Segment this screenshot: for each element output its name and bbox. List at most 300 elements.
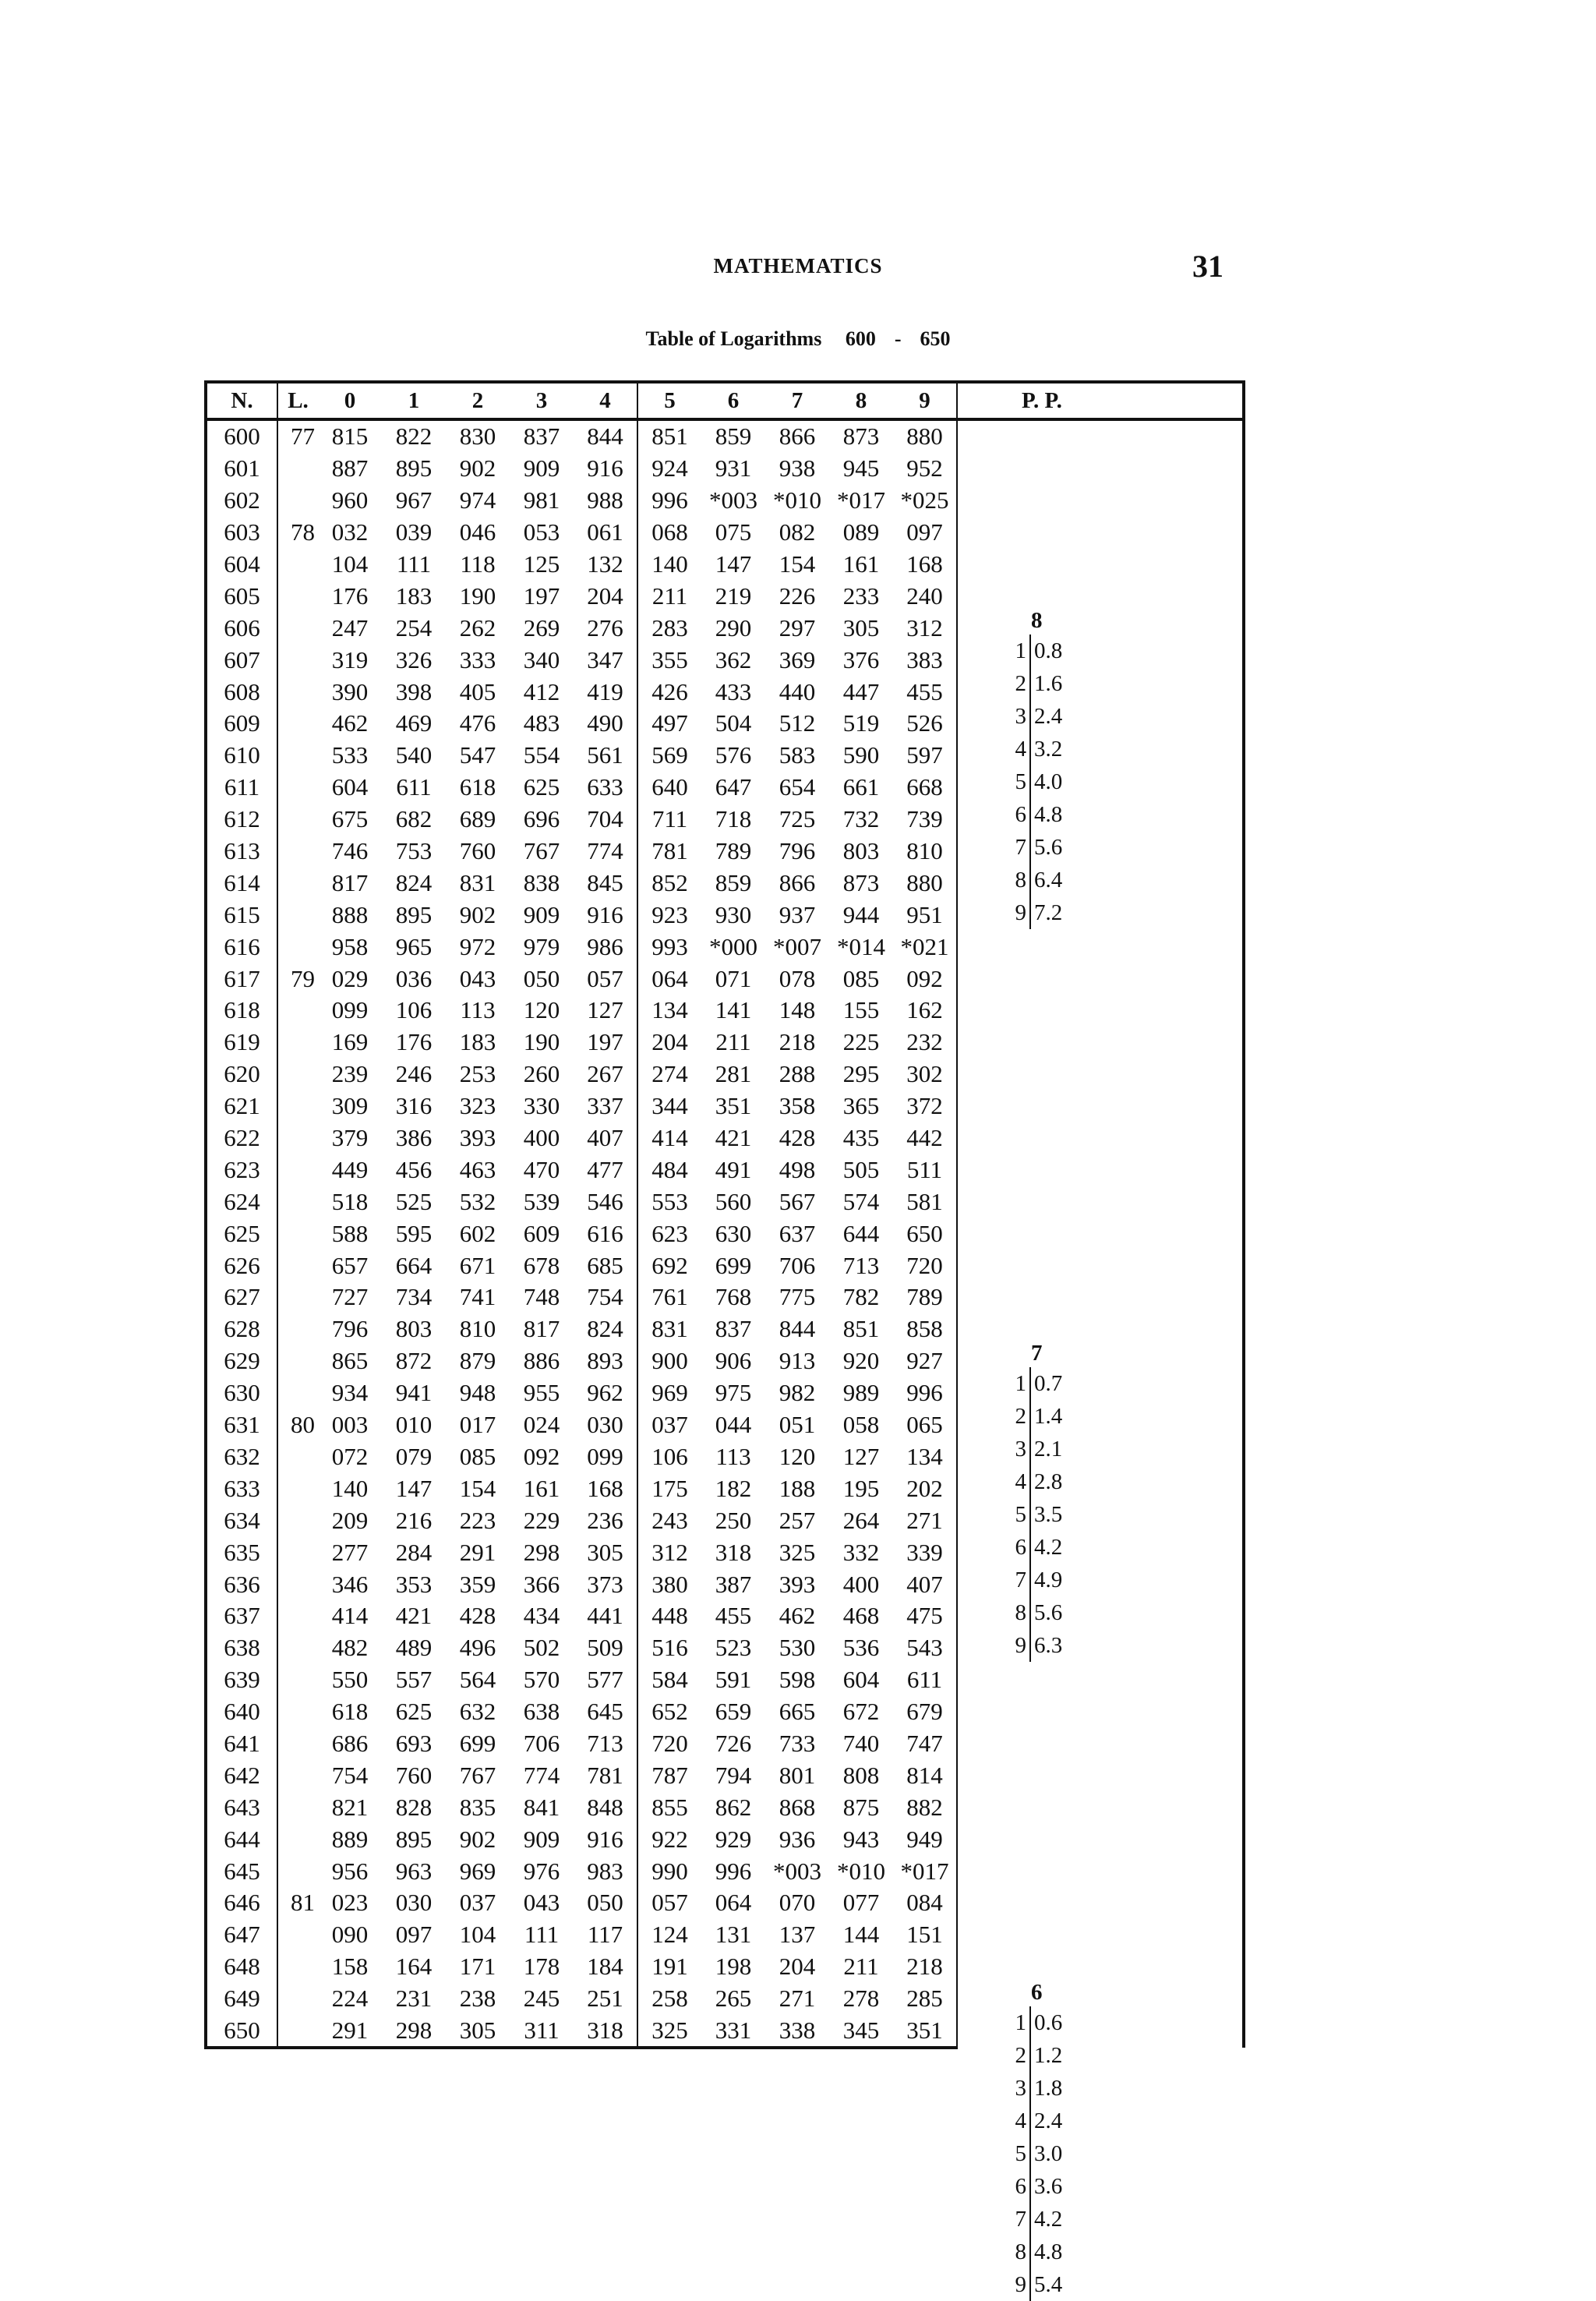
table-body xyxy=(206,419,1244,2297)
mantissa-cell: 801 xyxy=(779,1761,816,1789)
mantissa-cell: 351 xyxy=(715,1092,752,1120)
mantissa-cell: 982 xyxy=(779,1379,816,1407)
mantissa-cell: 071 xyxy=(715,964,752,992)
mantissa-cell: 760 xyxy=(459,837,496,865)
mantissa-cell: 298 xyxy=(523,1538,560,1566)
row-number: 603 xyxy=(206,517,277,549)
mantissa-cell: 868 xyxy=(779,1793,816,1821)
mantissa-cell: 376 xyxy=(842,645,880,673)
mantissa-cell: 482 xyxy=(331,1634,369,1662)
mantissa-cell: 909 xyxy=(523,454,560,482)
pp-value: 5.6 xyxy=(1034,1600,1063,1625)
mantissa-cell: 092 xyxy=(523,1442,560,1470)
mantissa-cell: 351 xyxy=(893,2015,957,2048)
mantissa-cell: 803 xyxy=(842,837,880,865)
mantissa-cell: 654 xyxy=(779,773,816,801)
mantissa-cell: 281 xyxy=(715,1060,752,1088)
mantissa-cell: 198 xyxy=(715,1953,752,1981)
mantissa-cell: 359 xyxy=(459,1570,496,1598)
mantissa-cell: 875 xyxy=(842,1793,880,1821)
mantissa-cell: 267 xyxy=(587,1060,623,1088)
mantissa-cell: 407 xyxy=(906,1570,943,1598)
pp-multiplier: 8 xyxy=(1009,2236,1031,2268)
mantissa-cell: 291 xyxy=(459,1538,496,1566)
mantissa-cell: 956 xyxy=(331,1857,369,1885)
mantissa-cell: 554 xyxy=(523,741,560,769)
log-characteristic xyxy=(277,1759,318,1791)
pp-line xyxy=(1009,1498,1079,1531)
mantissa-cell: 713 xyxy=(587,1729,623,1757)
mantissa-cell: 125 xyxy=(523,550,560,578)
mantissa-cell: 024 xyxy=(523,1411,560,1439)
column-header-digit: 6 xyxy=(701,382,765,419)
mantissa-cell: 158 xyxy=(331,1953,369,1981)
mantissa-cell: 440 xyxy=(779,677,816,705)
mantissa-cell: 380 xyxy=(637,1568,701,1600)
pp-block xyxy=(1009,1339,1079,1662)
mantissa-cell: 085 xyxy=(842,964,880,992)
mantissa-cell: 078 xyxy=(779,964,816,992)
pp-line xyxy=(1009,2236,1079,2268)
pp-value: 6.3 xyxy=(1034,1633,1063,1658)
mantissa-cell: 097 xyxy=(906,518,943,546)
mantissa-cell: 828 xyxy=(395,1793,433,1821)
pp-line xyxy=(1009,1400,1079,1433)
mantissa-cell: 893 xyxy=(587,1347,623,1375)
row-number: 647 xyxy=(206,1919,277,1951)
mantissa-cell: *014 xyxy=(837,932,885,960)
mantissa-cell: 092 xyxy=(906,964,943,992)
mantissa-cell: 127 xyxy=(587,996,623,1024)
mantissa-cell: 993 xyxy=(637,931,701,963)
mantissa-cell: 154 xyxy=(459,1474,496,1502)
row-number: 631 xyxy=(206,1409,277,1441)
mantissa-cell: 190 xyxy=(459,581,496,610)
mantissa-cell: 720 xyxy=(637,1728,701,1760)
row-number: 635 xyxy=(206,1536,277,1568)
pp-line xyxy=(1009,1629,1079,1662)
pp-multiplier: 5 xyxy=(1009,765,1031,798)
mantissa-cell: 057 xyxy=(587,964,623,992)
pp-line xyxy=(1009,864,1079,896)
mantissa-cell: 796 xyxy=(779,837,816,865)
mantissa-cell: 239 xyxy=(331,1060,369,1088)
pp-multiplier: 5 xyxy=(1009,1498,1031,1531)
log-characteristic xyxy=(277,1983,318,2015)
pp-line xyxy=(1009,831,1079,864)
mantissa-cell: 553 xyxy=(637,1186,701,1218)
mantissa-cell: 003 xyxy=(331,1411,369,1439)
mantissa-cell: 197 xyxy=(523,581,560,610)
mantissa-cell: 290 xyxy=(715,613,752,642)
mantissa-cell: 312 xyxy=(906,613,943,642)
mantissa-cell: 347 xyxy=(587,645,623,673)
column-header-n: N. xyxy=(206,382,277,419)
table-caption xyxy=(0,327,1596,351)
row-number: 634 xyxy=(206,1504,277,1536)
mantissa-cell: 803 xyxy=(395,1315,433,1343)
mantissa-cell: 937 xyxy=(779,900,816,928)
pp-value: 6.4 xyxy=(1034,868,1063,892)
log-characteristic xyxy=(277,995,318,1027)
mantissa-cell: 540 xyxy=(395,741,433,769)
mantissa-cell: 782 xyxy=(842,1283,880,1311)
pp-multiplier: 2 xyxy=(1009,1400,1031,1433)
mantissa-cell: 132 xyxy=(587,550,623,578)
mantissa-cell: 753 xyxy=(395,837,433,865)
mantissa-cell: 814 xyxy=(906,1761,943,1789)
mantissa-cell: 238 xyxy=(459,1985,496,2013)
mantissa-cell: 037 xyxy=(637,1409,701,1441)
mantissa-cell: 895 xyxy=(395,900,433,928)
mantissa-cell: 996 xyxy=(637,485,701,517)
pp-value: 3.6 xyxy=(1034,2174,1063,2199)
pp-line xyxy=(1009,2072,1079,2105)
mantissa-cell: 124 xyxy=(637,1919,701,1951)
log-characteristic xyxy=(277,1823,318,1855)
mantissa-cell: 428 xyxy=(779,1124,816,1152)
pp-multiplier: 7 xyxy=(1009,2203,1031,2236)
mantissa-cell: 581 xyxy=(906,1187,943,1215)
mantissa-cell: 223 xyxy=(459,1506,496,1534)
pp-value: 2.4 xyxy=(1034,2108,1063,2133)
mantissa-cell: 476 xyxy=(459,709,496,737)
mantissa-cell: 747 xyxy=(906,1729,943,1757)
log-characteristic xyxy=(277,1855,318,1887)
mantissa-cell: 727 xyxy=(331,1283,369,1311)
pp-value: 2.1 xyxy=(1034,1437,1063,1462)
mantissa-cell: 319 xyxy=(331,645,369,673)
mantissa-cell: 251 xyxy=(587,1985,623,2013)
pp-value: 1.8 xyxy=(1034,2076,1063,2101)
mantissa-cell: 113 xyxy=(715,1442,751,1470)
mantissa-cell: 835 xyxy=(459,1793,496,1821)
row-number: 626 xyxy=(206,1249,277,1281)
row-number: 619 xyxy=(206,1027,277,1059)
mantissa-cell: 470 xyxy=(523,1155,560,1183)
mantissa-cell: 449 xyxy=(331,1155,369,1183)
mantissa-cell: 082 xyxy=(779,518,816,546)
mantissa-cell: 502 xyxy=(523,1634,560,1662)
mantissa-cell: 824 xyxy=(395,868,433,896)
mantissa-cell: 161 xyxy=(523,1474,560,1502)
log-characteristic xyxy=(277,2015,318,2048)
mantissa-cell: 962 xyxy=(587,1379,623,1407)
log-characteristic xyxy=(277,1791,318,1823)
mantissa-cell: *025 xyxy=(900,486,949,514)
pp-line xyxy=(1009,700,1079,733)
mantissa-cell: 699 xyxy=(715,1251,752,1279)
column-header-digit: 4 xyxy=(574,382,637,419)
mantissa-cell: 775 xyxy=(779,1283,816,1311)
mantissa-cell: 311 xyxy=(510,2015,574,2048)
mantissa-cell: 815 xyxy=(331,422,369,451)
mantissa-cell: 732 xyxy=(842,805,880,833)
mantissa-cell: 211 xyxy=(715,1028,751,1056)
pp-multiplier: 9 xyxy=(1009,1629,1031,1662)
pp-line xyxy=(1009,2137,1079,2170)
column-header-l: L. xyxy=(277,382,318,419)
mantissa-cell: 822 xyxy=(395,422,433,451)
mantissa-cell: 448 xyxy=(637,1600,701,1632)
mantissa-cell: 665 xyxy=(779,1698,816,1726)
mantissa-cell: 951 xyxy=(906,900,943,928)
proportional-parts-column xyxy=(957,419,1244,2297)
pp-line xyxy=(1009,798,1079,831)
mantissa-cell: 969 xyxy=(459,1857,496,1885)
mantissa-cell: 077 xyxy=(842,1889,880,1917)
mantissa-cell: 032 xyxy=(331,518,369,546)
row-number: 637 xyxy=(206,1600,277,1632)
mantissa-cell: 284 xyxy=(395,1538,433,1566)
mantissa-cell: 175 xyxy=(637,1472,701,1504)
mantissa-cell: 943 xyxy=(842,1825,880,1853)
mantissa-cell: 058 xyxy=(842,1411,880,1439)
mantissa-cell: 967 xyxy=(395,486,433,514)
mantissa-cell: 288 xyxy=(779,1060,816,1088)
mantissa-cell: 151 xyxy=(906,1921,943,1949)
mantissa-cell: 837 xyxy=(715,1315,752,1343)
mantissa-cell: 902 xyxy=(459,454,496,482)
mantissa-cell: 312 xyxy=(637,1536,701,1568)
mantissa-cell: 257 xyxy=(779,1506,816,1534)
mantissa-cell: 204 xyxy=(779,1953,816,1981)
mantissa-cell: 689 xyxy=(459,805,496,833)
mantissa-cell: 023 xyxy=(331,1889,369,1917)
mantissa-cell: *000 xyxy=(709,932,757,960)
mantissa-cell: 447 xyxy=(842,677,880,705)
pp-line xyxy=(1009,1531,1079,1564)
mantissa-cell: 421 xyxy=(715,1124,752,1152)
log-characteristic xyxy=(277,836,318,868)
mantissa-cell: 851 xyxy=(842,1315,880,1343)
mantissa-cell: 630 xyxy=(715,1219,752,1247)
mantissa-cell: 405 xyxy=(459,677,496,705)
pp-line xyxy=(1009,2105,1079,2137)
row-number: 611 xyxy=(206,772,277,804)
mantissa-cell: 675 xyxy=(331,805,369,833)
mantissa-cell: 316 xyxy=(395,1092,433,1120)
log-characteristic xyxy=(277,549,318,581)
mantissa-cell: 699 xyxy=(459,1729,496,1757)
mantissa-cell: 184 xyxy=(587,1953,623,1981)
pp-value: 2.4 xyxy=(1034,704,1063,729)
log-characteristic xyxy=(277,899,318,931)
pp-multiplier: 8 xyxy=(1009,864,1031,896)
column-header-pp: P. P. xyxy=(957,382,1244,419)
mantissa-cell: 236 xyxy=(587,1506,623,1534)
pp-value: 0.8 xyxy=(1034,638,1063,663)
mantissa-cell: 525 xyxy=(395,1187,433,1215)
mantissa-cell: 330 xyxy=(523,1092,560,1120)
mantissa-cell: 269 xyxy=(523,613,560,642)
pp-line xyxy=(1009,634,1079,667)
mantissa-cell: 837 xyxy=(523,422,560,451)
mantissa-cell: 584 xyxy=(637,1664,701,1696)
mantissa-cell: 089 xyxy=(842,518,880,546)
mantissa-cell: 595 xyxy=(395,1219,433,1247)
mantissa-cell: 190 xyxy=(523,1028,560,1056)
mantissa-cell: 924 xyxy=(637,453,701,485)
mantissa-cell: 462 xyxy=(779,1602,816,1630)
mantissa-cell: 344 xyxy=(637,1090,701,1122)
mantissa-cell: 859 xyxy=(715,868,752,896)
mantissa-cell: 147 xyxy=(395,1474,433,1502)
mantissa-cell: 154 xyxy=(779,550,816,578)
mantissa-cell: 325 xyxy=(637,2015,701,2048)
mantissa-cell: 497 xyxy=(637,708,701,740)
mantissa-cell: 671 xyxy=(459,1251,496,1279)
row-number: 606 xyxy=(206,612,277,644)
log-characteristic: 77 xyxy=(277,419,318,453)
mantissa-cell: 602 xyxy=(459,1219,496,1247)
log-characteristic xyxy=(277,1122,318,1154)
mantissa-cell: 523 xyxy=(715,1634,752,1662)
mantissa-cell: 659 xyxy=(715,1698,752,1726)
mantissa-cell: 386 xyxy=(395,1124,433,1152)
row-number: 602 xyxy=(206,485,277,517)
mantissa-cell: 442 xyxy=(906,1124,943,1152)
mantissa-cell: 065 xyxy=(906,1411,943,1439)
mantissa-cell: 046 xyxy=(459,518,496,546)
pp-multiplier: 6 xyxy=(1009,1531,1031,1564)
mantissa-cell: 583 xyxy=(779,741,816,769)
mantissa-cell: 477 xyxy=(587,1155,623,1183)
row-number: 629 xyxy=(206,1345,277,1377)
mantissa-cell: 428 xyxy=(459,1602,496,1630)
mantissa-cell: 920 xyxy=(842,1347,880,1375)
mantissa-cell: 283 xyxy=(637,612,701,644)
mantissa-cell: 969 xyxy=(637,1377,701,1409)
log-characteristic xyxy=(277,1027,318,1059)
mantissa-cell: 265 xyxy=(715,1985,752,2013)
mantissa-cell: 888 xyxy=(331,900,369,928)
mantissa-cell: 298 xyxy=(382,2015,446,2048)
mantissa-cell: 761 xyxy=(637,1281,701,1313)
mantissa-cell: 414 xyxy=(637,1122,701,1154)
mantissa-cell: 633 xyxy=(587,773,623,801)
mantissa-cell: 209 xyxy=(331,1506,369,1534)
pp-multiplier: 4 xyxy=(1009,2105,1031,2137)
mantissa-cell: 859 xyxy=(715,422,752,451)
mantissa-cell: 297 xyxy=(779,613,816,642)
mantissa-cell: 366 xyxy=(523,1570,560,1598)
row-number: 632 xyxy=(206,1441,277,1473)
mantissa-cell: 339 xyxy=(906,1538,943,1566)
log-characteristic xyxy=(277,804,318,836)
mantissa-cell: 733 xyxy=(779,1729,816,1757)
mantissa-cell: 817 xyxy=(331,868,369,896)
mantissa-cell: 588 xyxy=(331,1219,369,1247)
row-number: 618 xyxy=(206,995,277,1027)
mantissa-cell: 155 xyxy=(842,996,880,1024)
pp-line xyxy=(1009,667,1079,700)
mantissa-cell: 218 xyxy=(779,1028,816,1056)
mantissa-cell: 644 xyxy=(842,1219,880,1247)
mantissa-cell: 808 xyxy=(842,1761,880,1789)
mantissa-cell: 029 xyxy=(331,964,369,992)
row-number: 650 xyxy=(206,2015,277,2048)
mantissa-cell: 873 xyxy=(842,422,880,451)
log-characteristic xyxy=(277,1696,318,1728)
mantissa-cell: 064 xyxy=(637,963,701,995)
row-number: 621 xyxy=(206,1090,277,1122)
pp-difference: 8 xyxy=(1031,608,1043,633)
mantissa-cell: 638 xyxy=(523,1698,560,1726)
pp-line xyxy=(1009,1367,1079,1400)
mantissa-cell: 647 xyxy=(715,773,752,801)
mantissa-cell: *017 xyxy=(900,1857,949,1885)
mantissa-cell: 516 xyxy=(637,1632,701,1664)
pp-value: 4.0 xyxy=(1034,769,1063,794)
log-characteristic xyxy=(277,1632,318,1664)
mantissa-cell: 084 xyxy=(906,1889,943,1917)
pp-line xyxy=(1009,2268,1079,2301)
mantissa-cell: 331 xyxy=(701,2015,765,2048)
log-characteristic xyxy=(277,1313,318,1345)
mantissa-cell: 518 xyxy=(331,1187,369,1215)
pp-multiplier: 8 xyxy=(1009,1596,1031,1629)
pp-multiplier: 9 xyxy=(1009,896,1031,929)
mantissa-cell: 923 xyxy=(637,899,701,931)
mantissa-cell: 169 xyxy=(331,1028,369,1056)
row-number: 646 xyxy=(206,1887,277,1919)
mantissa-cell: 989 xyxy=(842,1379,880,1407)
row-number: 643 xyxy=(206,1791,277,1823)
mantissa-cell: 318 xyxy=(715,1538,752,1566)
log-characteristic: 80 xyxy=(277,1409,318,1441)
row-number: 604 xyxy=(206,549,277,581)
pp-line xyxy=(1009,733,1079,765)
row-number: 614 xyxy=(206,867,277,899)
mantissa-cell: 456 xyxy=(395,1155,433,1183)
log-characteristic xyxy=(277,1059,318,1090)
mantissa-cell: 068 xyxy=(637,517,701,549)
mantissa-cell: 916 xyxy=(587,1825,623,1853)
mantissa-cell: 887 xyxy=(331,454,369,482)
mantissa-cell: 426 xyxy=(637,676,701,708)
mantissa-cell: 781 xyxy=(587,1761,623,1789)
mantissa-cell: *017 xyxy=(837,486,885,514)
pp-line xyxy=(1009,2039,1079,2072)
row-number: 636 xyxy=(206,1568,277,1600)
pp-value: 1.6 xyxy=(1034,671,1063,696)
mantissa-cell: 419 xyxy=(587,677,623,705)
mantissa-cell: 810 xyxy=(459,1315,496,1343)
mantissa-cell: 262 xyxy=(459,613,496,642)
mantissa-cell: 975 xyxy=(715,1379,752,1407)
mantissa-cell: 965 xyxy=(395,932,433,960)
mantissa-cell: 692 xyxy=(637,1249,701,1281)
mantissa-cell: 274 xyxy=(637,1059,701,1090)
row-number: 645 xyxy=(206,1855,277,1887)
mantissa-cell: 188 xyxy=(779,1474,816,1502)
mantissa-cell: 657 xyxy=(331,1251,369,1279)
mantissa-cell: 532 xyxy=(459,1187,496,1215)
mantissa-cell: 245 xyxy=(523,1985,560,2013)
row-number: 610 xyxy=(206,740,277,772)
mantissa-cell: 645 xyxy=(587,1698,623,1726)
log-characteristic xyxy=(277,1090,318,1122)
pp-value: 0.6 xyxy=(1034,2010,1063,2035)
mantissa-cell: 796 xyxy=(331,1315,369,1343)
table-row xyxy=(206,419,1244,453)
mantissa-cell: 713 xyxy=(842,1251,880,1279)
mantissa-cell: 909 xyxy=(523,1825,560,1853)
mantissa-cell: 882 xyxy=(906,1793,943,1821)
mantissa-cell: 231 xyxy=(395,1985,433,2013)
mantissa-cell: 204 xyxy=(637,1027,701,1059)
